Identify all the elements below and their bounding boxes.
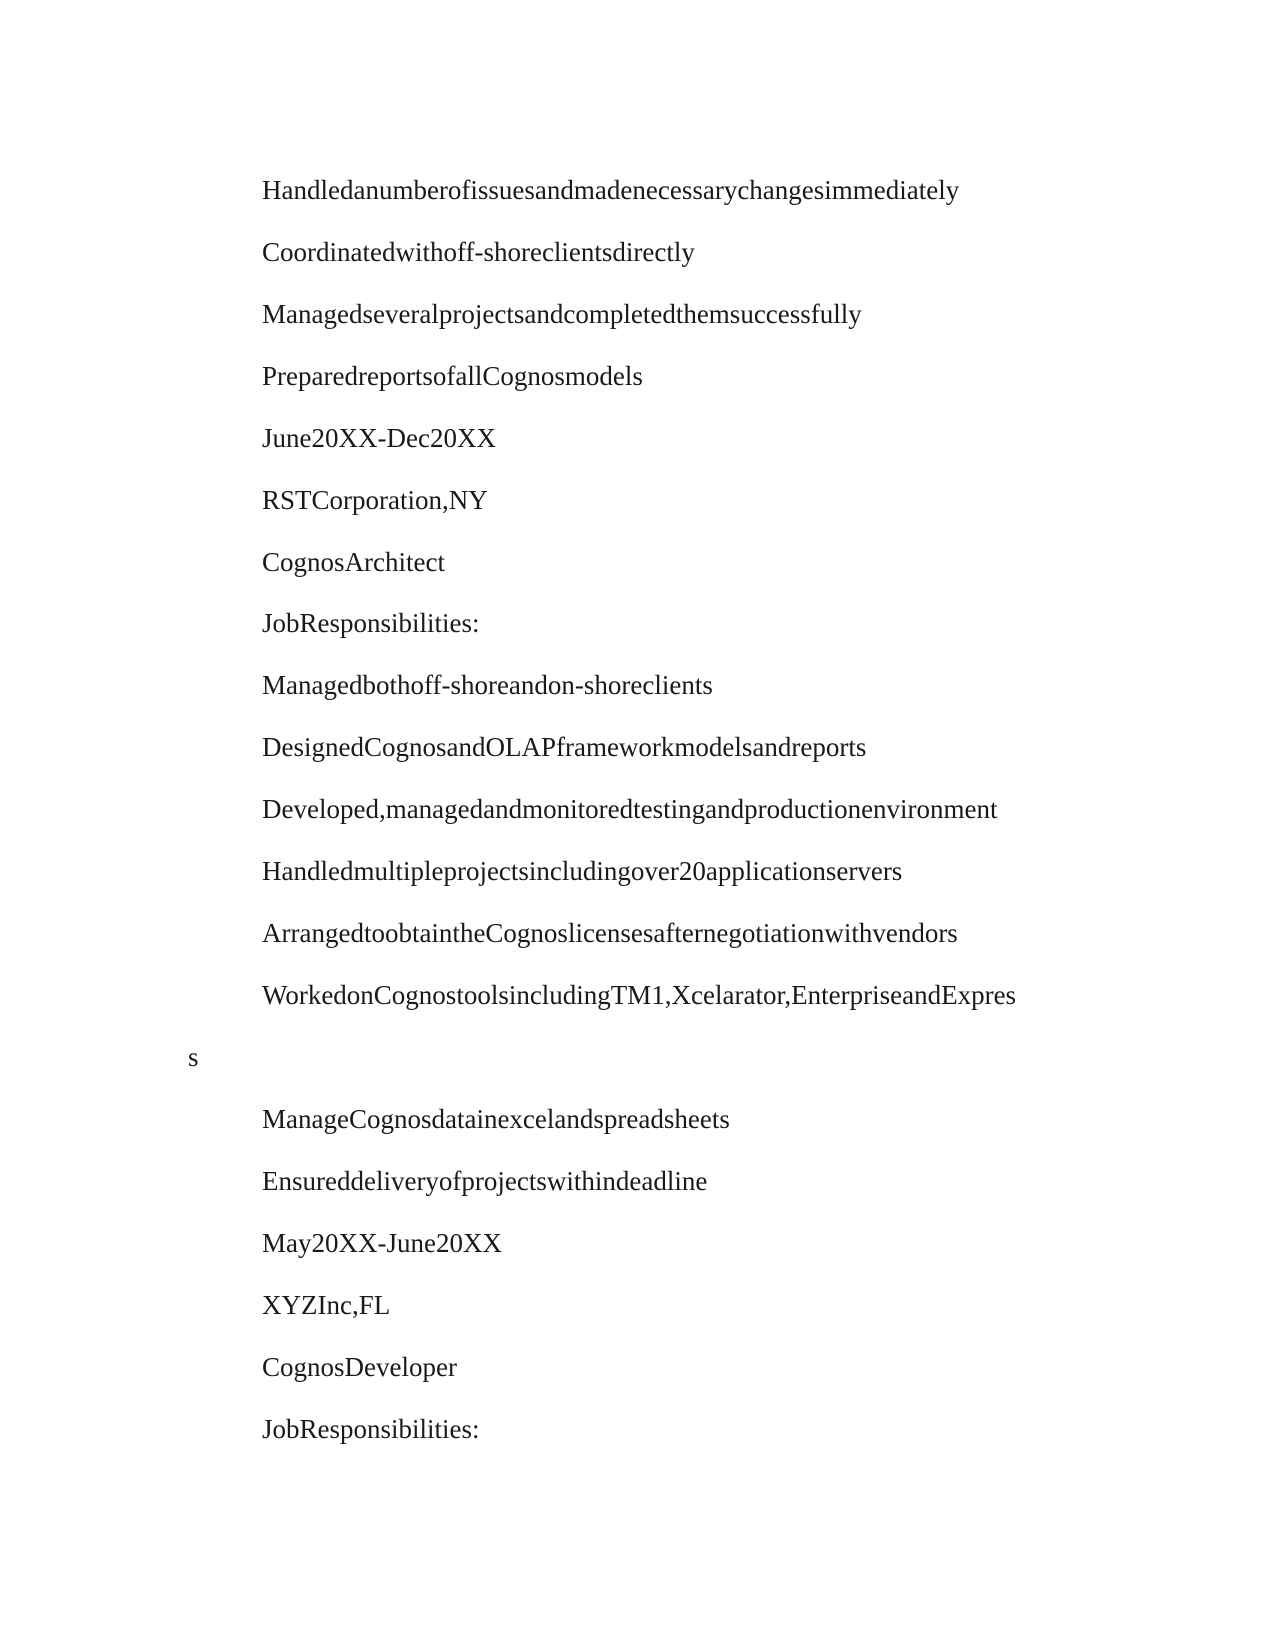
- text-line: ArrangedtoobtaintheCognoslicensesafternegotiationwithvendors: [262, 918, 958, 948]
- text-line: PreparedreportsofallCognosmodels: [262, 361, 643, 391]
- employer: RSTCorporation,NY: [262, 485, 488, 515]
- text-line: WorkedonCognostoolsincludingTM1,Xcelarator,EnterpriseandExpres: [262, 980, 1017, 1010]
- text-line: Handledmultipleprojectsincludingover20applicationservers: [262, 856, 903, 886]
- employer: XYZInc,FL: [262, 1290, 391, 1320]
- job-title: CognosArchitect: [262, 547, 445, 577]
- job-title: CognosDeveloper: [262, 1352, 457, 1382]
- section-heading: JobResponsibilities:: [262, 608, 480, 638]
- text-line: Handledanumberofissuesandmadenecessarychangesimmediately: [262, 175, 960, 205]
- text-line: DesignedCognosandOLAPframeworkmodelsandreports: [262, 732, 867, 762]
- text-line: Coordinatedwithoff-shoreclientsdirectly: [262, 237, 695, 267]
- text-line: ManageCognosdatainexcelandspreadsheets: [262, 1104, 730, 1134]
- text-line: Managedbothoff-shoreandon-shoreclients: [262, 670, 713, 700]
- text-line: Managedseveralprojectsandcompletedthemsuccessfully: [262, 299, 862, 329]
- text-line: Developed,managedandmonitoredtestingandproductionenvironment: [262, 794, 998, 824]
- text-line: Ensureddeliveryofprojectswithindeadline: [262, 1166, 708, 1196]
- section-heading: JobResponsibilities:: [262, 1414, 480, 1444]
- date-range: June20XX-Dec20XX: [262, 423, 496, 453]
- date-range: May20XX-June20XX: [262, 1228, 502, 1258]
- text-line-wrap: s: [188, 1042, 199, 1072]
